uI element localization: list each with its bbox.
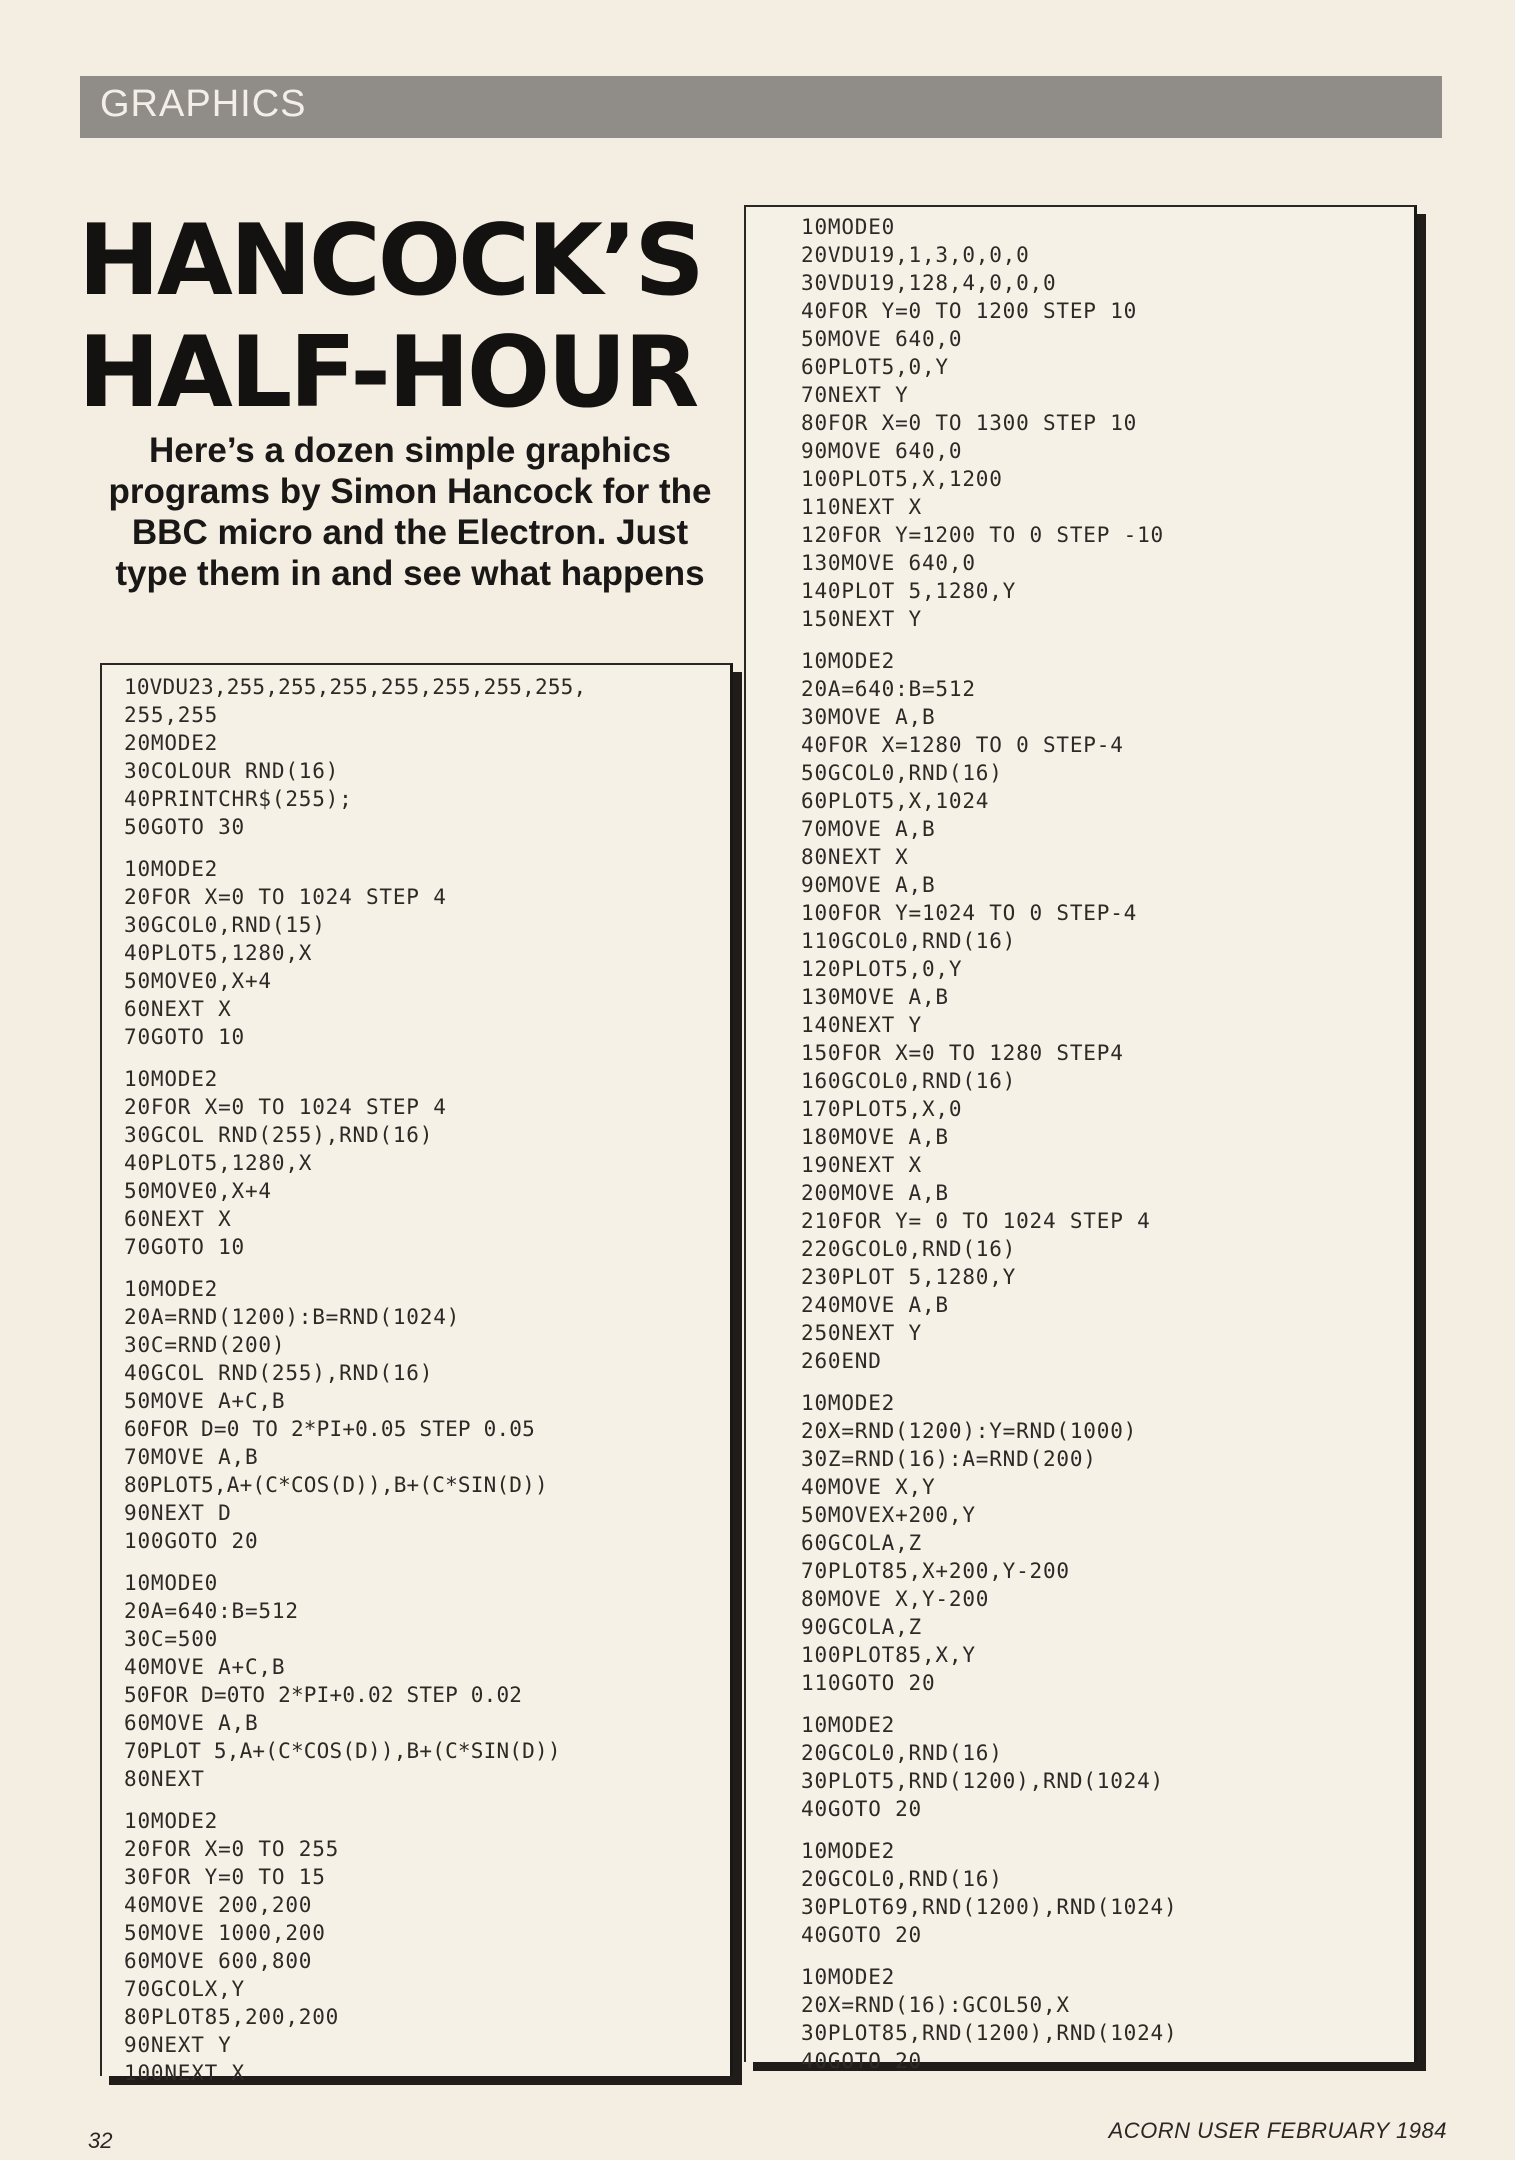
code-line: 70PLOT 5,A+(C*COS(D)),B+(C*SIN(D)) <box>124 1739 561 1763</box>
code-line: 50FOR D=0TO 2*PI+0.02 STEP 0.02 <box>124 1683 523 1707</box>
code-line: 150FOR X=0 TO 1280 STEP4 <box>801 1041 1124 1065</box>
code-line: 20MODE2 <box>124 731 219 755</box>
code-line: 10MODE2 <box>124 1067 219 1091</box>
code-line: 100FOR Y=1024 TO 0 STEP-4 <box>801 901 1138 925</box>
code-line: 60NEXT X <box>124 1207 232 1231</box>
program-listing <box>801 1837 1414 1949</box>
code-line: 10MODE2 <box>124 1277 219 1301</box>
code-line: 10MODE2 <box>801 1965 896 1989</box>
code-line: 20FOR X=0 TO 1024 STEP 4 <box>124 885 447 909</box>
code-line: 70NEXT Y <box>801 383 909 407</box>
code-line: 60MOVE 600,800 <box>124 1949 313 1973</box>
code-line: 80NEXT <box>124 1767 205 1791</box>
page-number: 32 <box>88 2128 113 2153</box>
code-line: 90GCOLA,Z <box>801 1615 922 1639</box>
code-line: 10MODE2 <box>801 1391 896 1415</box>
headline-line-1: HANCOCK’S <box>78 204 702 318</box>
code-line: 30COLOUR RND(16) <box>124 759 340 783</box>
code-line: 20FOR X=0 TO 1024 STEP 4 <box>124 1095 447 1119</box>
code-line: 70MOVE A,B <box>124 1445 259 1469</box>
code-line: 10VDU23,255,255,255,255,255,255,255, <box>124 675 587 699</box>
code-line: 20A=RND(1200):B=RND(1024) <box>124 1305 461 1329</box>
code-line: 50MOVE0,X+4 <box>124 1179 272 1203</box>
code-line: 70MOVE A,B <box>801 817 936 841</box>
code-line: 100GOTO 20 <box>124 1529 259 1553</box>
code-line: 10MODE2 <box>801 1713 896 1737</box>
code-line: 230PLOT 5,1280,Y <box>801 1265 1017 1289</box>
code-line: 30Z=RND(16):A=RND(200) <box>801 1447 1097 1471</box>
code-line: 60PLOT5,0,Y <box>801 355 949 379</box>
program-listing <box>124 1275 730 1555</box>
program-listing <box>801 1389 1414 1697</box>
code-line: 40GCOL RND(255),RND(16) <box>124 1361 434 1385</box>
right-program-listing <box>746 207 1414 2075</box>
code-line: 50GOTO 30 <box>124 815 245 839</box>
code-line: 20VDU19,1,3,0,0,0 <box>801 243 1030 267</box>
code-line: 190NEXT X <box>801 1153 922 1177</box>
right-listing-box <box>744 205 1417 2073</box>
code-line: 30VDU19,128,4,0,0,0 <box>801 271 1057 295</box>
code-line: 60FOR D=0 TO 2*PI+0.05 STEP 0.05 <box>124 1417 535 1441</box>
code-line: 50MOVE0,X+4 <box>124 969 272 993</box>
code-line: 250NEXT Y <box>801 1321 922 1345</box>
code-line: 60PLOT5,X,1024 <box>801 789 990 813</box>
program-listing <box>124 1065 730 1261</box>
program-listing <box>124 673 730 841</box>
code-line: 60GCOLA,Z <box>801 1531 922 1555</box>
program-listing <box>801 213 1414 633</box>
code-line: 90MOVE A,B <box>801 873 936 897</box>
code-line: 40GOTO 20 <box>801 1923 922 1947</box>
code-line: 40FOR Y=0 TO 1200 STEP 10 <box>801 299 1138 323</box>
code-line: 80MOVE X,Y-200 <box>801 1587 990 1611</box>
code-line: 40GOTO 20 <box>801 2049 922 2073</box>
program-listing <box>801 1711 1414 1823</box>
code-line: 30C=RND(200) <box>124 1333 286 1357</box>
section-label: GRAPHICS <box>100 83 307 125</box>
code-line: 40MOVE A+C,B <box>124 1655 286 1679</box>
code-line: 60NEXT X <box>124 997 232 1021</box>
code-line: 200MOVE A,B <box>801 1181 949 1205</box>
headline-line-2: HALF-HOUR <box>78 316 697 430</box>
code-line: 220GCOL0,RND(16) <box>801 1237 1017 1261</box>
code-line: 10MODE0 <box>801 215 896 239</box>
code-line: 40PLOT5,1280,X <box>124 941 313 965</box>
code-line: 10MODE2 <box>801 649 896 673</box>
program-listing <box>124 1807 730 2087</box>
magazine-issue-line: ACORN USER FEBRUARY 1984 <box>1108 2118 1447 2143</box>
code-line: 50MOVE 1000,200 <box>124 1921 326 1945</box>
code-line: 20X=RND(16):GCOL50,X <box>801 1993 1070 2017</box>
code-line: 120PLOT5,0,Y <box>801 957 963 981</box>
code-line: 40PLOT5,1280,X <box>124 1151 313 1175</box>
program-listing <box>801 647 1414 1375</box>
code-line: 40PRINTCHR$(255); <box>124 787 353 811</box>
code-line: 50MOVE 640,0 <box>801 327 963 351</box>
code-line: 30PLOT5,RND(1200),RND(1024) <box>801 1769 1164 1793</box>
code-line: 130MOVE A,B <box>801 985 949 1009</box>
left-listing-box <box>100 663 733 2085</box>
standfirst: Here’s a dozen simple graphics programs by Simon Hancock for the BBC micro and the Electron. Just type them in and see what happens <box>108 431 712 593</box>
code-line: 30GCOL0,RND(15) <box>124 913 326 937</box>
program-listing <box>801 1963 1414 2075</box>
code-line: 20A=640:B=512 <box>124 1599 299 1623</box>
code-line: 70GCOLX,Y <box>124 1977 245 2001</box>
code-line: 150NEXT Y <box>801 607 922 631</box>
code-line: 30FOR Y=0 TO 15 <box>124 1865 326 1889</box>
code-line: 80FOR X=0 TO 1300 STEP 10 <box>801 411 1138 435</box>
code-line: 120FOR Y=1200 TO 0 STEP -10 <box>801 523 1164 547</box>
code-line: 20A=640:B=512 <box>801 677 976 701</box>
code-line: 80NEXT X <box>801 845 909 869</box>
code-line: 180MOVE A,B <box>801 1125 949 1149</box>
code-line: 70GOTO 10 <box>124 1025 245 1049</box>
code-line: 100NEXT X <box>124 2061 245 2085</box>
code-line: 90NEXT Y <box>124 2033 232 2057</box>
code-line: 140NEXT Y <box>801 1013 922 1037</box>
code-line: 20X=RND(1200):Y=RND(1000) <box>801 1419 1138 1443</box>
code-line: 10MODE2 <box>124 857 219 881</box>
code-line: 100PLOT5,X,1200 <box>801 467 1003 491</box>
code-line: 130MOVE 640,0 <box>801 551 976 575</box>
code-line: 50MOVEX+200,Y <box>801 1503 976 1527</box>
code-line: 30PLOT69,RND(1200),RND(1024) <box>801 1895 1178 1919</box>
code-line: 20GCOL0,RND(16) <box>801 1867 1003 1891</box>
code-line: 30PLOT85,RND(1200),RND(1024) <box>801 2021 1178 2045</box>
code-line: 80PLOT85,200,200 <box>124 2005 340 2029</box>
code-line: 30C=500 <box>124 1627 219 1651</box>
left-program-listing <box>102 665 730 2087</box>
code-line: 110GCOL0,RND(16) <box>801 929 1017 953</box>
code-line: 40MOVE 200,200 <box>124 1893 313 1917</box>
code-line: 20GCOL0,RND(16) <box>801 1741 1003 1765</box>
code-line: 30GCOL RND(255),RND(16) <box>124 1123 434 1147</box>
code-line: 10MODE0 <box>124 1571 219 1595</box>
code-line: 240MOVE A,B <box>801 1293 949 1317</box>
code-line: 20FOR X=0 TO 255 <box>124 1837 340 1861</box>
code-line: 260END <box>801 1349 882 1373</box>
section-banner <box>80 76 1442 138</box>
code-line: 70PLOT85,X+200,Y-200 <box>801 1559 1070 1583</box>
program-listing <box>124 855 730 1051</box>
code-line: 160GCOL0,RND(16) <box>801 1069 1017 1093</box>
code-line: 60MOVE A,B <box>124 1711 259 1735</box>
code-line: 90MOVE 640,0 <box>801 439 963 463</box>
headline <box>78 205 738 429</box>
code-line: 110NEXT X <box>801 495 922 519</box>
code-line: 40GOTO 20 <box>801 1797 922 1821</box>
code-line: 100PLOT85,X,Y <box>801 1643 976 1667</box>
program-listing <box>124 1569 730 1793</box>
code-line: 80PLOT5,A+(C*COS(D)),B+(C*SIN(D)) <box>124 1473 548 1497</box>
code-line: 255,255 <box>124 703 219 727</box>
code-line: 170PLOT5,X,0 <box>801 1097 963 1121</box>
code-line: 110GOTO 20 <box>801 1671 936 1695</box>
code-line: 10MODE2 <box>801 1839 896 1863</box>
code-line: 210FOR Y= 0 TO 1024 STEP 4 <box>801 1209 1151 1233</box>
code-line: 10MODE2 <box>124 1809 219 1833</box>
code-line: 140PLOT 5,1280,Y <box>801 579 1017 603</box>
code-line: 40FOR X=1280 TO 0 STEP-4 <box>801 733 1124 757</box>
code-line: 90NEXT D <box>124 1501 232 1525</box>
code-line: 70GOTO 10 <box>124 1235 245 1259</box>
code-line: 30MOVE A,B <box>801 705 936 729</box>
code-line: 50MOVE A+C,B <box>124 1389 286 1413</box>
code-line: 50GCOL0,RND(16) <box>801 761 1003 785</box>
code-line: 40MOVE X,Y <box>801 1475 936 1499</box>
